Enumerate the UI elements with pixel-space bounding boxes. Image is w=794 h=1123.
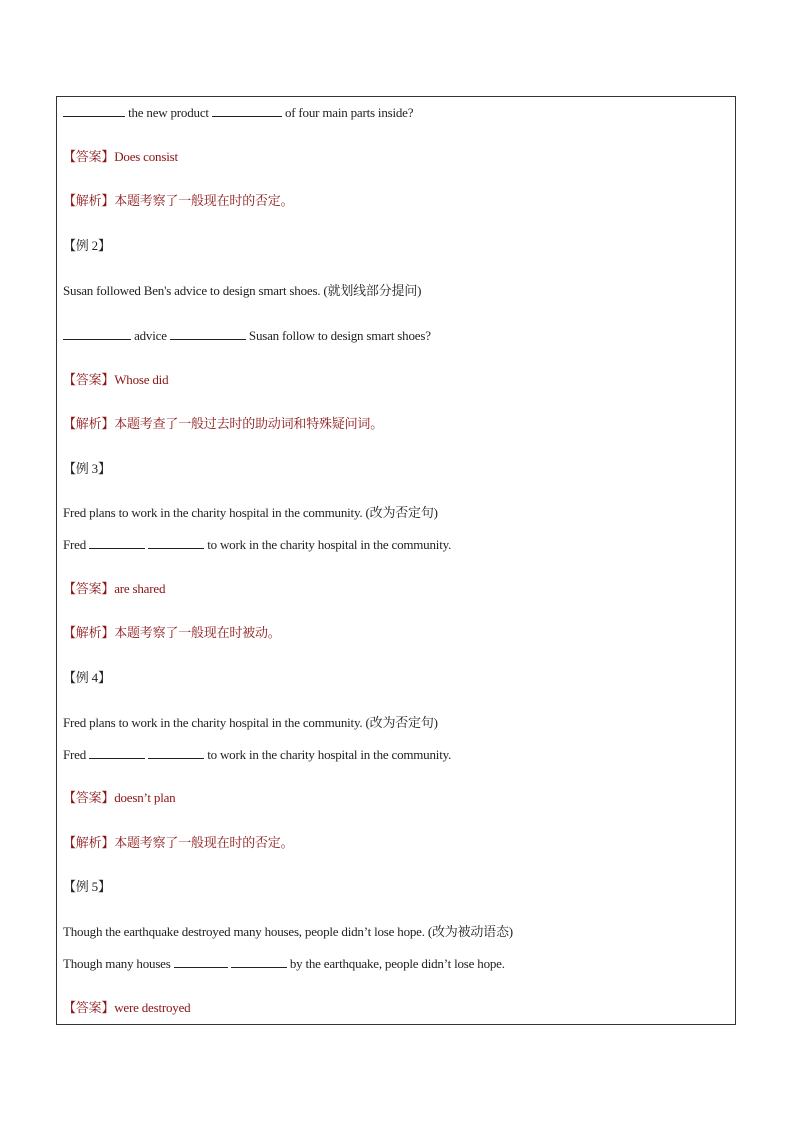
blank[interactable] — [89, 746, 145, 759]
ex2-sentence: Susan followed Ben's advice to design smart shoes. (就划线部分提问) — [63, 283, 422, 298]
q1-question: the new product of four main parts inside? — [63, 104, 413, 121]
analysis-label: 【解析】 — [63, 416, 115, 431]
ex2-answer — [63, 372, 168, 388]
ex3-analysis — [63, 625, 281, 641]
blank[interactable] — [89, 536, 145, 549]
blank[interactable] — [148, 536, 204, 549]
q1-analysis — [63, 193, 293, 209]
ex4-analysis — [63, 835, 293, 851]
answer-text: Does consist — [114, 149, 178, 164]
blank[interactable] — [174, 955, 228, 968]
analysis-text: 本题考察了一般现在时的否定。 — [114, 835, 294, 850]
analysis-label: 【解析】 — [63, 193, 115, 208]
blank[interactable] — [148, 746, 204, 759]
answer-text: doesn’t plan — [114, 790, 176, 805]
answer-label: 【答案】 — [63, 149, 115, 164]
ex5-answer — [63, 1000, 190, 1016]
ex3-label: 【例 3】 — [63, 461, 111, 476]
answer-text: were destroyed — [114, 1000, 191, 1015]
blank[interactable] — [170, 327, 246, 340]
blank[interactable] — [231, 955, 287, 968]
ex5-label: 【例 5】 — [63, 879, 111, 894]
ex4-question: Fred to work in the charity hospital in the community. — [63, 747, 452, 762]
ex2-label: 【例 2】 — [63, 238, 111, 253]
answer-label: 【答案】 — [63, 372, 115, 387]
analysis-text: 本题考察了一般现在时被动。 — [114, 625, 281, 640]
ex5-sentence: Though the earthquake destroyed many houses, people didn’t lose hope. (改为被动语态) — [63, 924, 513, 939]
blank[interactable] — [63, 104, 125, 117]
answer-label: 【答案】 — [63, 790, 115, 805]
ex2-question: advice Susan follow to design smart shoes? — [63, 327, 431, 344]
answer-text: Whose did — [114, 372, 169, 387]
analysis-text: 本题考察了一般现在时的否定。 — [114, 193, 294, 208]
ex3-sentence: Fred plans to work in the charity hospital in the community. (改为否定句) — [63, 505, 438, 520]
ex5-question: Though many houses by the earthquake, people didn’t lose hope. — [63, 956, 505, 971]
answer-label: 【答案】 — [63, 1000, 115, 1015]
blank[interactable] — [63, 327, 131, 340]
ex2-analysis — [63, 416, 383, 432]
answer-label: 【答案】 — [63, 581, 115, 596]
ex4-sentence: Fred plans to work in the charity hospital in the community. (改为否定句) — [63, 715, 438, 730]
analysis-label: 【解析】 — [63, 835, 115, 850]
analysis-text: 本题考查了一般过去时的助动词和特殊疑问词。 — [114, 416, 384, 431]
ex4-answer — [63, 790, 175, 806]
q1-answer — [63, 149, 178, 165]
ex3-answer — [63, 581, 165, 597]
answer-text: are shared — [114, 581, 166, 596]
ex4-label: 【例 4】 — [63, 670, 111, 685]
analysis-label: 【解析】 — [63, 625, 115, 640]
blank[interactable] — [212, 104, 282, 117]
ex3-question: Fred to work in the charity hospital in the community. — [63, 537, 452, 552]
content-frame — [56, 96, 736, 1025]
